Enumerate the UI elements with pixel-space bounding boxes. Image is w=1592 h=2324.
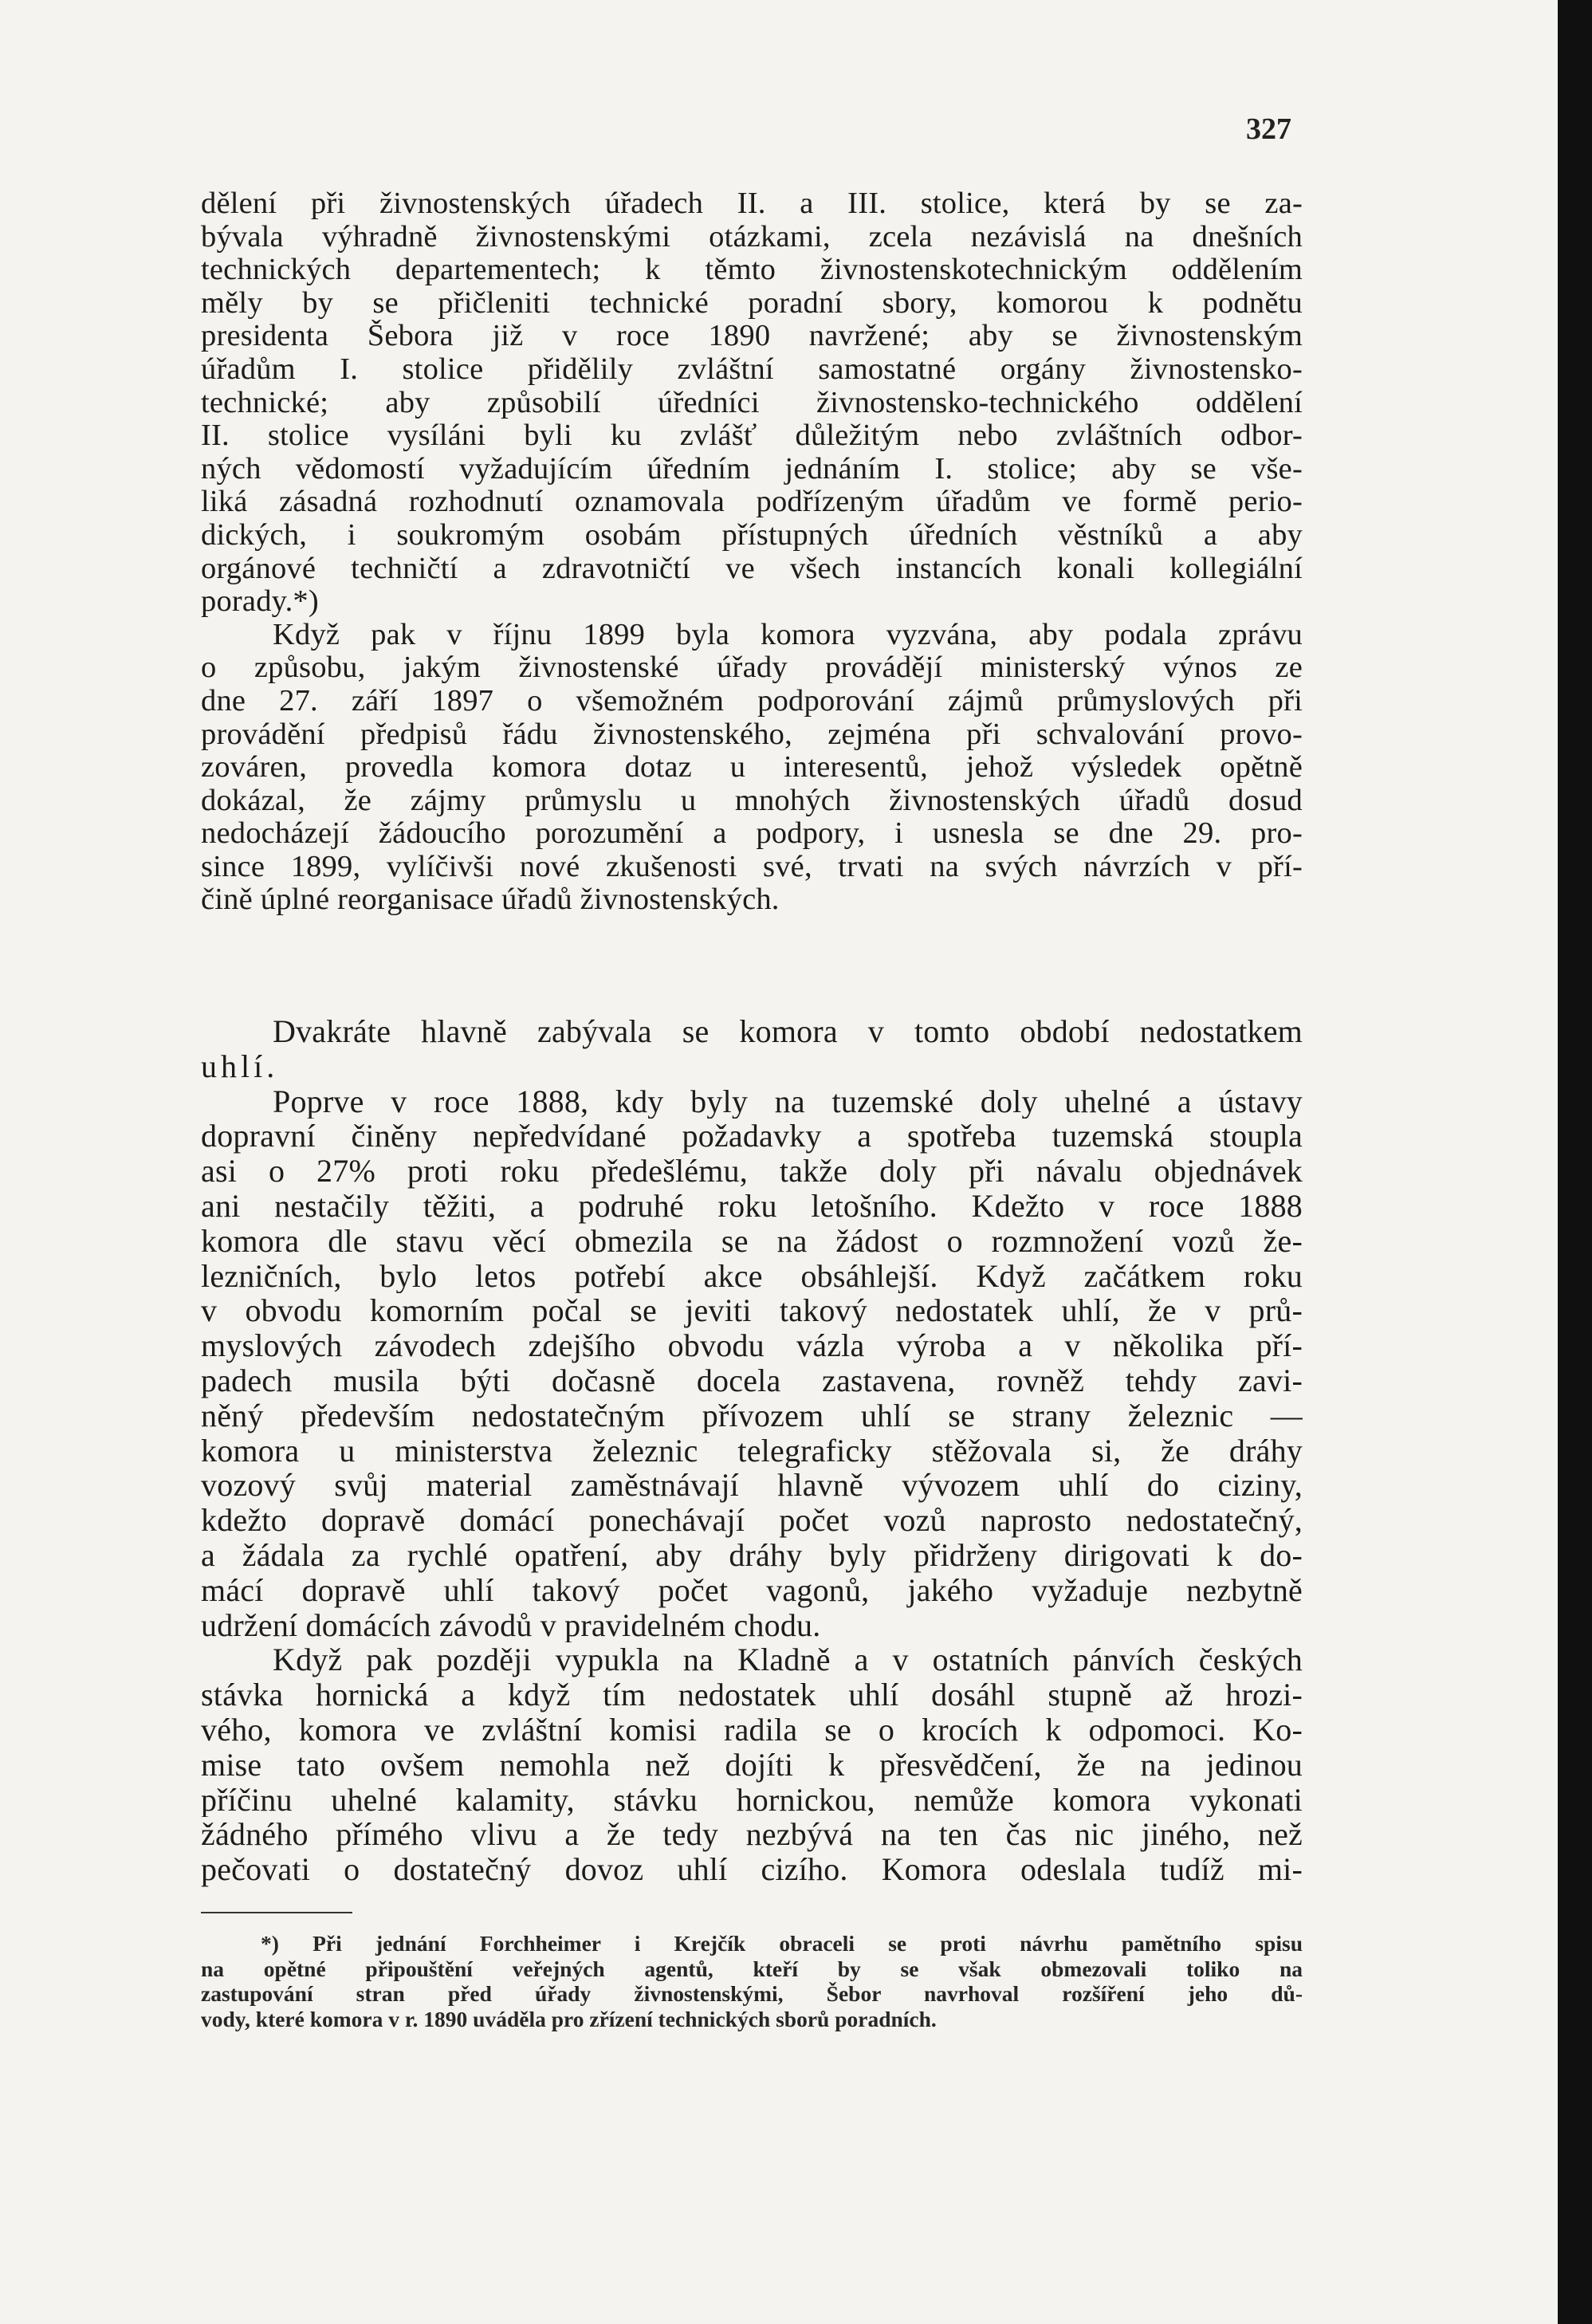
footnote-line: vody, které komora v r. 1890 uváděla pro zřízení technických sborů poradních. <box>201 2006 937 2031</box>
text-line: úřadům I. stolice přidělily zvláštní samostatné orgány živnostensko- <box>201 352 1303 386</box>
text-line: čině úplné reorganisace úřadů živnostenských. <box>201 883 780 917</box>
text-line: zováren, provedla komora dotaz u interesentů, jehož výsledek opětně <box>201 751 1303 784</box>
text-line: a žádala za rychlé opatření, aby dráhy byly přidrženy dirigovati k do- <box>201 1537 1303 1573</box>
text-line: o způsobu, jakým živnostenské úřady provádějí ministerský výnos ze <box>201 651 1303 685</box>
footnote-line: na opětné připouštění veřejných agentů, kteří by se však obmezovali toliko na <box>201 1956 1303 1981</box>
text-line: uhlí. <box>201 1048 279 1084</box>
text-line: mise tato ovšem nemohla než dojíti k přesvědčení, že na jedinou <box>201 1747 1303 1783</box>
text-line: since 1899, vylíčivši nové zkušenosti své, trvati na svých návrzích v pří- <box>201 850 1303 883</box>
text-line: II. stolice vysíláni byli ku zvlášť důležitým nebo zvláštních odbor- <box>201 419 1303 453</box>
text-line: Poprve v roce 1888, kdy byly na tuzemské doly uhelné a ústavy <box>273 1083 1303 1119</box>
text-line: dokázal, že zájmy průmyslu u mnohých živnostenských úřadů dosud <box>201 784 1303 817</box>
text-line: žádného přímého vlivu a že tedy nezbývá na ten čas nic jiného, než <box>201 1817 1303 1853</box>
text-line: pečovati o dostatečný dovoz uhlí cizího. Komora odeslala tudíž mi- <box>201 1852 1303 1887</box>
text-line: stávka hornická a když tím nedostatek uhlí dosáhl stupně až hrozi- <box>201 1677 1303 1713</box>
text-line: myslových závodech zdejšího obvodu vázla výroba a v několika pří- <box>201 1328 1303 1363</box>
text-line: dne 27. září 1897 o všemožném podporování zájmů průmyslových při <box>201 684 1303 718</box>
text-line: kdežto dopravě domácí ponechávají počet vozů naprosto nedostatečný, <box>201 1503 1303 1538</box>
text-line: asi o 27% proti roku předešlému, takže doly při návalu objednávek <box>201 1154 1303 1189</box>
text-line: udržení domácích závodů v pravidelném chodu. <box>201 1607 821 1643</box>
text-line: komora u ministerstva železnic telegraficky stěžovala si, že dráhy <box>201 1433 1303 1469</box>
footnote-line: *) Při jednání Forchheimer i Krejčík obraceli se proti návrhu pamětního spisu <box>261 1931 1303 1956</box>
text-line: nedocházejí žádoucího porozumění a podpory, i usnesla se dne 29. pro- <box>201 817 1303 851</box>
text-line: technických departementech; k těmto živnostenskotechnickým oddělením <box>201 254 1303 287</box>
text-line: Dvakráte hlavně zabývala se komora v tomto období nedostatkem <box>273 1014 1303 1049</box>
text-line: presidenta Šebora již v roce 1890 navržené; aby se živnostenským <box>201 320 1303 353</box>
footnote <box>201 1931 1303 2031</box>
text-line: lezničních, bylo letos potřebí akce obsáhlejší. Když začátkem roku <box>201 1258 1303 1294</box>
text-line: v obvodu komorním počal se jeviti takový nedostatek uhlí, že v prů- <box>201 1293 1303 1329</box>
text-line: vého, komora ve zvláštní komisi radila se o krocích k odpomoci. Ko- <box>201 1712 1303 1748</box>
body-text-section-2 <box>201 1014 1303 1887</box>
text-line: komora dle stavu věcí obmezila se na žádost o rozmnožení vozů že- <box>201 1223 1303 1259</box>
body-text-section-1 <box>201 187 1303 917</box>
text-line: orgánové techničtí a zdravotničtí ve všech instancích konali kollegiální <box>201 552 1303 585</box>
text-line: technické; aby způsobilí úředníci živnostensko-technického oddělení <box>201 386 1303 419</box>
page-number: 327 <box>1246 112 1291 146</box>
text-line: Když pak později vypukla na Kladně a v ostatních pánvích českých <box>273 1642 1303 1678</box>
footnote-line: zastupování stran před úřady živnostenskými, Šebor navrhoval rozšíření jeho dů- <box>201 1981 1303 2006</box>
text-line: bývala výhradně živnostenskými otázkami, zcela nezávislá na dnešních <box>201 220 1303 254</box>
text-line: provádění předpisů řádu živnostenského, zejména při schvalování provo- <box>201 718 1303 751</box>
text-line: padech musila býti dočasně docela zastavena, rovněž tehdy zavi- <box>201 1363 1303 1398</box>
text-line: dických, i soukromým osobám přístupných úředních věstníků a aby <box>201 518 1303 552</box>
text-line: ných vědomostí vyžadujícím úředním jednáním I. stolice; aby se vše- <box>201 452 1303 486</box>
text-line: vozový svůj material zaměstnávají hlavně vývozem uhlí do ciziny, <box>201 1468 1303 1504</box>
text-line: dělení při živnostenských úřadech II. a III. stolice, která by se za- <box>201 187 1303 220</box>
text-line: ani nestačily těžiti, a podruhé roku letošního. Kdežto v roce 1888 <box>201 1188 1303 1224</box>
text-line: dopravní činěny nepředvídané požadavky a spotřeba tuzemská stoupla <box>201 1119 1303 1154</box>
footnote-divider <box>201 1912 352 1913</box>
text-line: liká zásadná rozhodnutí oznamovala podřízeným úřadům ve formě perio- <box>201 486 1303 519</box>
text-line: příčinu uhelné kalamity, stávku hornickou, nemůže komora vykonati <box>201 1782 1303 1818</box>
text-line: porady.*) <box>201 585 319 619</box>
text-line: Když pak v říjnu 1899 byla komora vyzvána, aby podala zprávu <box>273 618 1303 651</box>
text-line: něný především nedostatečným přívozem uhlí se strany železnic — <box>201 1398 1303 1433</box>
text-line: mácí dopravě uhlí takový počet vagonů, jakého vyžaduje nezbytně <box>201 1572 1303 1608</box>
text-line: měly by se přičleniti technické poradní sbory, komorou k podnětu <box>201 286 1303 320</box>
